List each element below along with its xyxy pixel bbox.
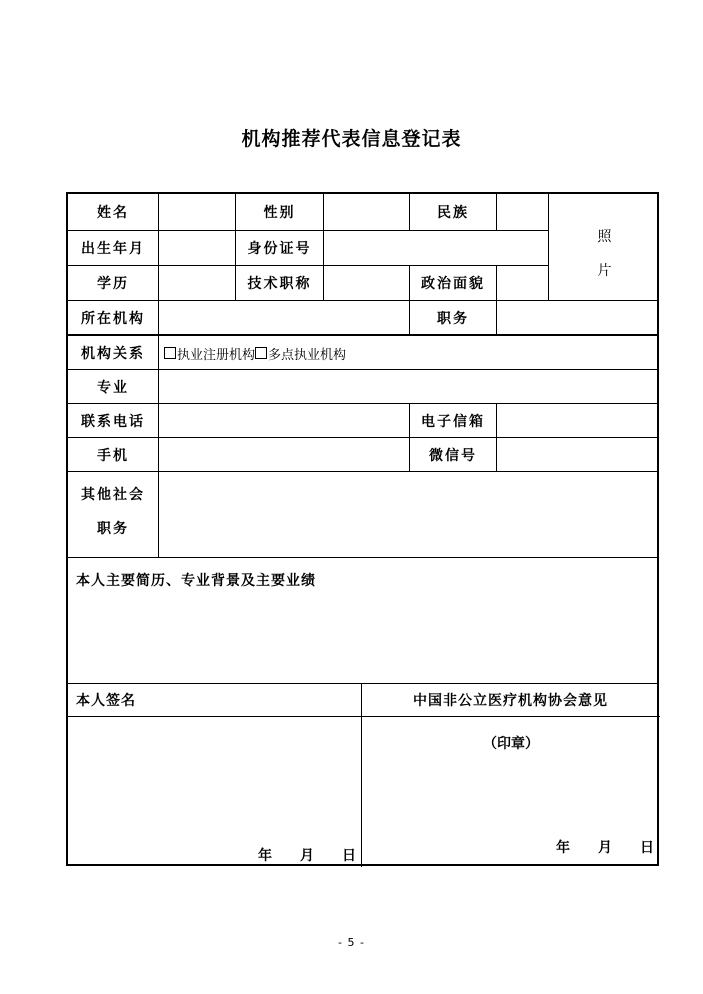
label-wechat: 微信号 xyxy=(409,437,496,471)
photo-box[interactable] xyxy=(548,194,659,300)
option-multisite: 多点执业机构 xyxy=(268,347,347,363)
label-phone: 联系电话 xyxy=(68,403,158,437)
checkbox-registered[interactable] xyxy=(164,347,176,359)
field-education[interactable] xyxy=(158,265,235,300)
field-birth[interactable] xyxy=(158,230,235,265)
registration-form xyxy=(66,192,659,866)
label-signature: 本人签名 xyxy=(68,683,361,716)
field-wechat[interactable] xyxy=(496,437,659,471)
field-institution[interactable] xyxy=(158,300,409,334)
field-position[interactable] xyxy=(496,300,659,334)
signature-area[interactable] xyxy=(68,716,361,867)
form-title: 机构推荐代表信息登记表 xyxy=(241,128,462,150)
field-email[interactable] xyxy=(496,403,659,437)
sig-day: 日 xyxy=(342,848,356,864)
label-ethnicity: 民族 xyxy=(409,194,496,230)
label-resume: 本人主要简历、专业背景及主要业绩 xyxy=(76,573,316,589)
label-tech-title: 技术职称 xyxy=(235,265,323,300)
photo-label-2: 片 xyxy=(597,263,612,279)
relation-options xyxy=(158,338,346,368)
seal-label: （印章） xyxy=(483,736,539,752)
op-day: 日 xyxy=(640,840,654,856)
label-education: 学历 xyxy=(68,265,158,300)
label-institution: 所在机构 xyxy=(68,300,158,334)
label-relation: 机构关系 xyxy=(81,345,145,362)
label-name: 姓名 xyxy=(97,205,129,221)
field-other-duties[interactable] xyxy=(158,471,659,557)
label-major: 专业 xyxy=(68,369,158,403)
checkbox-multisite[interactable] xyxy=(255,347,267,359)
sig-year: 年 xyxy=(258,848,272,864)
field-id-number[interactable] xyxy=(323,230,548,265)
label-other-duties-line2: 职务 xyxy=(97,521,129,537)
page-number: - 5 - xyxy=(338,936,365,949)
label-gender: 性别 xyxy=(235,194,323,230)
field-name[interactable] xyxy=(158,194,235,230)
opinion-area[interactable] xyxy=(361,716,660,867)
label-email: 电子信箱 xyxy=(409,403,496,437)
field-mobile[interactable] xyxy=(158,437,409,471)
field-major[interactable] xyxy=(158,369,659,403)
label-birth: 出生年月 xyxy=(68,230,158,265)
label-opinion: 中国非公立医疗机构协会意见 xyxy=(361,683,659,716)
field-gender[interactable] xyxy=(323,194,409,230)
sig-month: 月 xyxy=(300,848,314,864)
label-position: 职务 xyxy=(409,300,496,334)
label-mobile: 手机 xyxy=(68,437,158,471)
field-ethnicity[interactable] xyxy=(496,194,548,230)
field-phone[interactable] xyxy=(158,403,409,437)
op-year: 年 xyxy=(556,840,570,856)
label-other-duties xyxy=(68,471,158,558)
label-id-number: 身份证号 xyxy=(235,230,323,265)
photo-label-1: 照 xyxy=(597,229,612,245)
label-other-duties-line1: 其他社会 xyxy=(81,487,145,503)
field-political[interactable] xyxy=(496,265,548,300)
op-month: 月 xyxy=(598,840,612,856)
option-registered: 执业注册机构 xyxy=(177,347,256,363)
label-political: 政治面貌 xyxy=(409,265,496,300)
field-tech-title[interactable] xyxy=(323,265,409,300)
